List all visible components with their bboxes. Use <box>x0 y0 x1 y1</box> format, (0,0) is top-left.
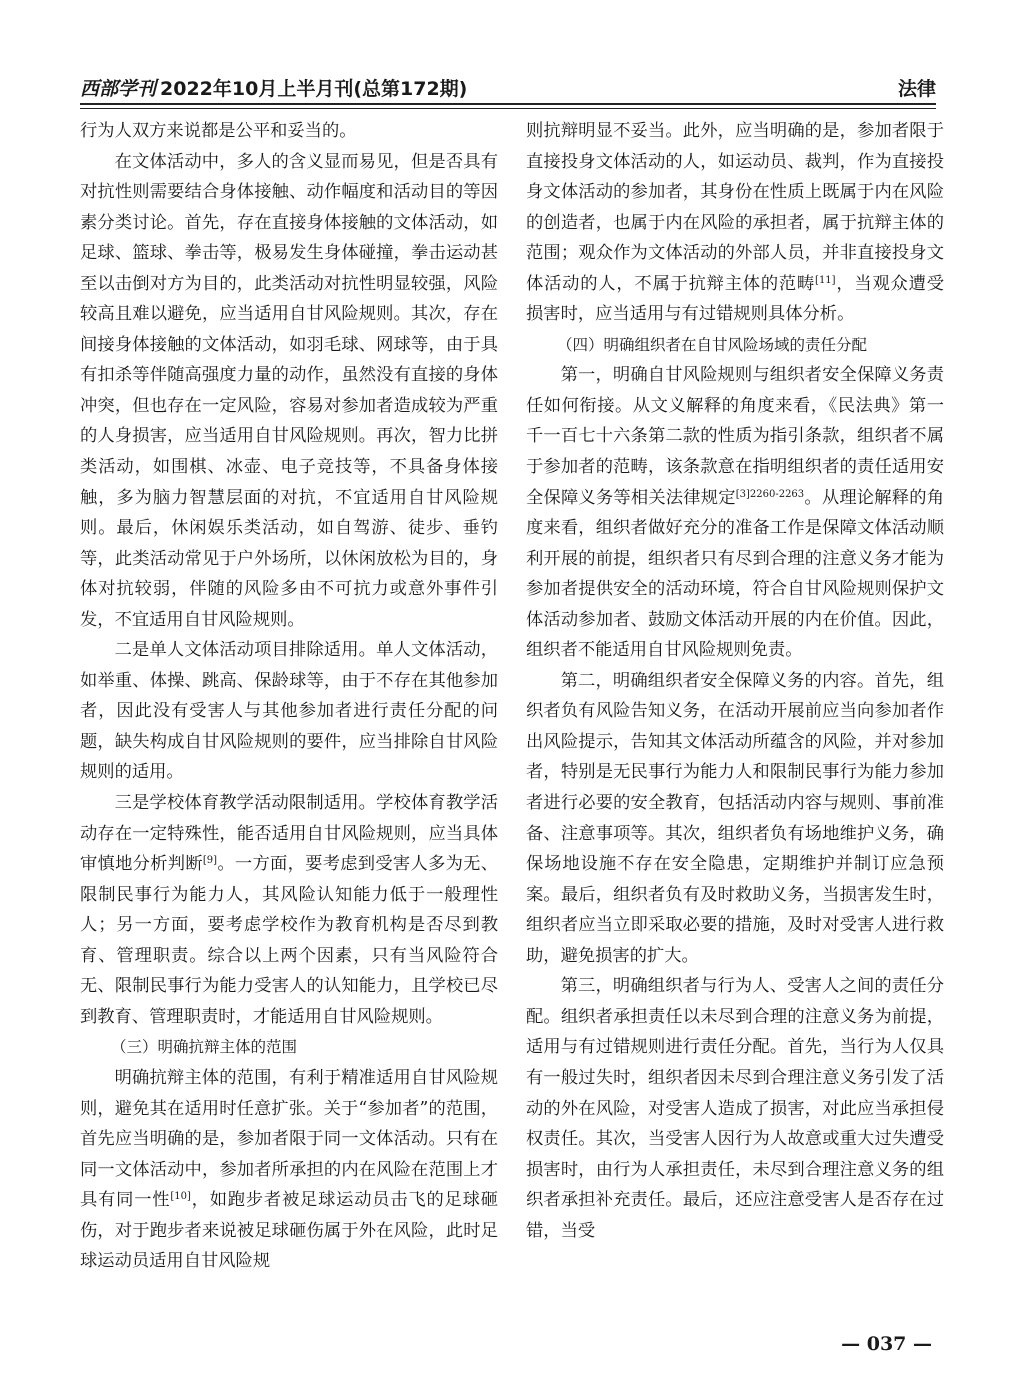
citation-ref: [3]2260-2263 <box>735 488 805 500</box>
paragraph-text: 则抗辩明显不妥当。此外，应当明确的是，参加者限于直接投身文体活动的人，如运动员、裁判，作为直接投身文体活动的参加者，其身份在性质上既属于内在风险的创造者，也属于内在风险的承担者，属于抗辩主体的范围；观众作为文体活动的外部人员，并非直接投身文体活动的人，不属于抗辩主体的范畴 <box>526 121 944 294</box>
paragraph-text: 第一，明确自甘风险规则与组织者安全保障义务责任如何衔接。从文义解释的角度来看，《民法典》第一千一百七十六条第二款的性质为指引条款，组织者不属于参加者的范畴，该条款意在指明组织者的责任适用安全保障义务等相关法律规定 <box>526 365 944 508</box>
citation-ref: [10] <box>170 1191 191 1203</box>
paragraph-text: ，如跑步者被足球运动员击飞的足球砸伤，对于跑步者来说被足球砸伤属于外在风险，此时足球运动员适用自甘风险规 <box>80 1190 498 1272</box>
paragraph-continuation <box>526 116 944 330</box>
issue-info: 2022年10月上半月刊(总第172期) <box>160 78 468 100</box>
paragraph-text: 三是学校体育教学活动限制适用。学校体育教学活动存在一定特殊性，能否适用自甘风险规则，应当具体审慎地分析判断 <box>80 793 498 875</box>
header-rule-thick <box>80 103 936 105</box>
left-column <box>80 116 498 1277</box>
paragraph-text: 第三，明确组织者与行为人、受害人之间的责任分配。组织者承担责任以未尽到合理的注意义务为前提，适用与有过错规则进行责任分配。首先，当行为人仅具有一般过失时，组织者因未尽到合理注意义务引发了活动的外在风险，对受害人造成了损害，对此应当承担侵权责任。其次，当受害人因行为人故意或重大过失遭受损害时，由行为人承担责任，未尽到合理注意义务的组织者承担补充责任。最后，还应注意受害人是否存在过错，当受 <box>526 976 944 1241</box>
paragraph <box>80 1063 498 1277</box>
paragraph <box>80 788 498 1032</box>
paragraph-text: 在文体活动中，多人的含义显而易见，但是否具有对抗性则需要结合身体接触、动作幅度和活动目的等因素分类讨论。首先，存在直接身体接触的文体活动，如足球、篮球、拳击等，极易发生身体碰撞，拳击运动甚至以击倒对方为目的，此类活动对抗性明显较强，风险较高且难以避免，应当适用自甘风险规则。其次，存在间接身体接触的文体活动，如羽毛球、网球等，由于具有扣杀等伴随高强度力量的动作，虽然没有直接的身体冲突，但也存在一定风险，容易对参加者造成较为严重的人身损害，应当适用自甘风险规则。再次，智力比拼类活动，如围棋、冰壶、电子竞技等，不具备身体接触，多为脑力智慧层面的对抗，不宜适用自甘风险规则。最后，休闲娱乐类活动，如自驾游、徒步、垂钓等，此类活动常见于户外场所，以休闲放松为目的，身体对抗较弱，伴随的风险多由不可抗力或意外事件引发，不宜适用自甘风险规则。 <box>80 151 498 630</box>
paragraph-text: 行为人双方来说都是公平和妥当的。 <box>80 121 357 141</box>
paragraph <box>80 635 498 788</box>
paragraph-text: （四）明确组织者在自甘风险场域的责任分配 <box>557 335 868 354</box>
section-heading <box>526 330 944 361</box>
paragraph-text: 二是单人文体活动项目排除适用。单人文体活动，如举重、体操、跳高、保龄球等，由于不存在其他参加者，因此没有受害人与其他参加者进行责任分配的问题，缺失构成自甘风险规则的要件，应当排除自甘风险规则的适用。 <box>80 640 498 783</box>
citation-ref: [9] <box>202 855 218 867</box>
page-number: — 037 — <box>841 1333 932 1355</box>
header-rule-thin <box>80 108 936 109</box>
journal-title: 西部学刊 <box>80 78 157 100</box>
paragraph-text: 第二，明确组织者安全保障义务的内容。首先，组织者负有风险告知义务，在活动开展前应当向参加者作出风险提示，告知其文体活动所蕴含的风险，并对参加者，特别是无民事行为能力人和限制民事行为能力参加者进行必要的安全教育，包括活动内容与规则、事前准备、注意事项等。其次，组织者负有场地维护义务，确保场地设施不存在安全隐患，定期维护并制订应急预案。最后，组织者负有及时救助义务，当损害发生时，组织者应当立即采取必要的措施，及时对受害人进行救助，避免损害的扩大。 <box>526 670 944 966</box>
paragraph-text: （三）明确抗辩主体的范围 <box>111 1038 298 1057</box>
citation-ref: [11] <box>815 274 836 286</box>
paragraph <box>526 971 944 1246</box>
paragraph-text: 明确抗辩主体的范围，有利于精准适用自甘风险规则，避免其在适用时任意扩张。关于“参加者”的范围，首先应当明确的是，参加者限于同一文体活动。只有在同一文体活动中，参加者所承担的内在风险在范围上才具有同一性 <box>80 1067 498 1211</box>
paragraph-text: ，当观众遭受损害时，应当适用与有过错规则具体分析。 <box>526 273 944 325</box>
section-heading <box>80 1032 498 1063</box>
running-header <box>80 70 936 102</box>
section-name: 法律 <box>897 78 936 100</box>
paragraph <box>526 360 944 665</box>
paragraph <box>80 147 498 636</box>
header-journal-issue <box>80 74 467 101</box>
right-column <box>526 116 944 1246</box>
paragraph-text: 。一方面，要考虑到受害人多为无、限制民事行为能力人，其风险认知能力低于一般理性人；另一方面，要考虑学校作为教育机构是否尽到教育、管理职责。综合以上两个因素，只有当风险符合无、限制民事行为能力受害人的认知能力，且学校已尽到教育、管理职责时，才能适用自甘风险规则。 <box>80 854 498 1027</box>
paragraph <box>526 666 944 971</box>
paragraph-continuation <box>80 116 498 147</box>
paragraph-text: 。从理论解释的角度来看，组织者做好充分的准备工作是保障文体活动顺利开展的前提，组织者只有尽到合理的注意义务才能为参加者提供安全的活动环境，符合自甘风险规则保护文体活动参加者、鼓励文体活动开展的内在价值。因此，组织者不能适用自甘风险规则免责。 <box>526 487 944 661</box>
